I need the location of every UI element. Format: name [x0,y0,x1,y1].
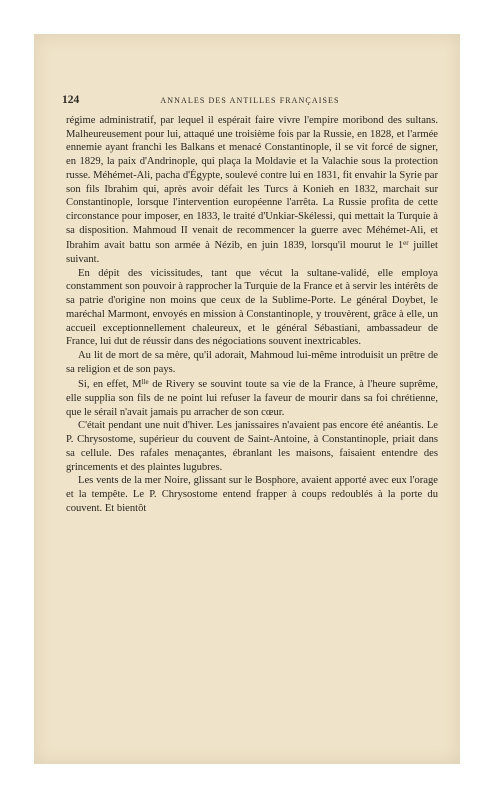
paragraph-text: Au lit de mort de sa mère, qu'il adorait, Mahmoud lui-même introduisit un prêtre de sa religion et de son pays. [66,349,438,375]
paragraph-text: Les vents de la mer Noire, glissant sur le Bosphore, avaient apporté avec eux l'orage et la tempête. Le P. Chrysostome entend frapper à coups redoublés à la porte du couvent. Et bientôt [66,475,438,514]
superscript: er [403,239,409,248]
paragraph [66,349,438,376]
paragraph [66,376,438,419]
paragraph [66,267,438,349]
paragraph-text: juillet suivant. [66,240,438,266]
paragraph [66,474,438,515]
paragraph [66,114,438,267]
page-header [62,94,438,108]
paragraph [66,419,438,474]
paragraph-text: Si, en effet, M [78,379,142,391]
paragraph-text: régime administratif, par lequel il espérait faire vivre l'empire moribond des sultans. Malheureusement pour lui, attaqué une troisième fois par la Russie, en 1828, et l'armée ennemie ayant franchi les Balkans et menacé Constantinople, il se vit forcé de signer, en 1829, la paix d'Andrinople, qui plaça la Moldavie et la Valachie sous la protection russe. Méhémet-Ali, pacha d'Égypte, soulevé contre lui en 1831, fit envahir la Syrie par son fils Ibrahim qui, après avoir défait les Turcs à Konieh en 1832, marchait sur Constantinople, lorsque l'intervention européenne l'arrêta. La Russie profita de cette circonstance pour imposer, en 1833, le traité d'Unkiar-Skélessi, qui mettait la Turquie à sa disposition. Mahmoud II venait de recommencer la guerre avec Méhémet-Ali, et Ibrahim avait battu son armée à Nézib, en juin 1839, lorsqu'il mourut le 1 [66,115,438,252]
superscript: lle [141,378,149,387]
paragraph-text: C'était pendant une nuit d'hiver. Les janissaires n'avaient pas encore été anéantis. Le P. Chrysostome, supérieur du couvent de Saint-Antoine, à Constantinople, priait dans sa cellule. Des rafales menaçantes, ébranlant les maisons, faisaient entendre des grincements et des plaintes lugubres. [66,420,438,473]
paragraph-text: En dépit des vicissitudes, tant que vécut la sultane-validé, elle employa constamment son pouvoir à rapprocher la Turquie de la France et à servir les intérêts de sa patrie d'origine non moins que ceux de la Sublime-Porte. Le général Doybet, le maréchal Marmont, envoyés en mission à Constantinople, y trouvèrent, grâce à elle, un accueil exceptionnellement chaleureux, et le général Sébastiani, ambassadeur de France, lui dut de réussir dans des négociations souvent inextricables. [66,267,438,348]
paragraph-text: de Rivery se souvint toute sa vie de la France, à l'heure suprême, elle supplia son fils de ne point lui refuser la faveur de mourir dans sa foi chrétienne, que le sérail n'avait jamais pu arracher de son cœur. [66,379,438,418]
body-text [66,114,438,515]
running-title: ANNALES DES ANTILLES FRANÇAISES [160,96,340,105]
page-number: 124 [62,94,80,106]
